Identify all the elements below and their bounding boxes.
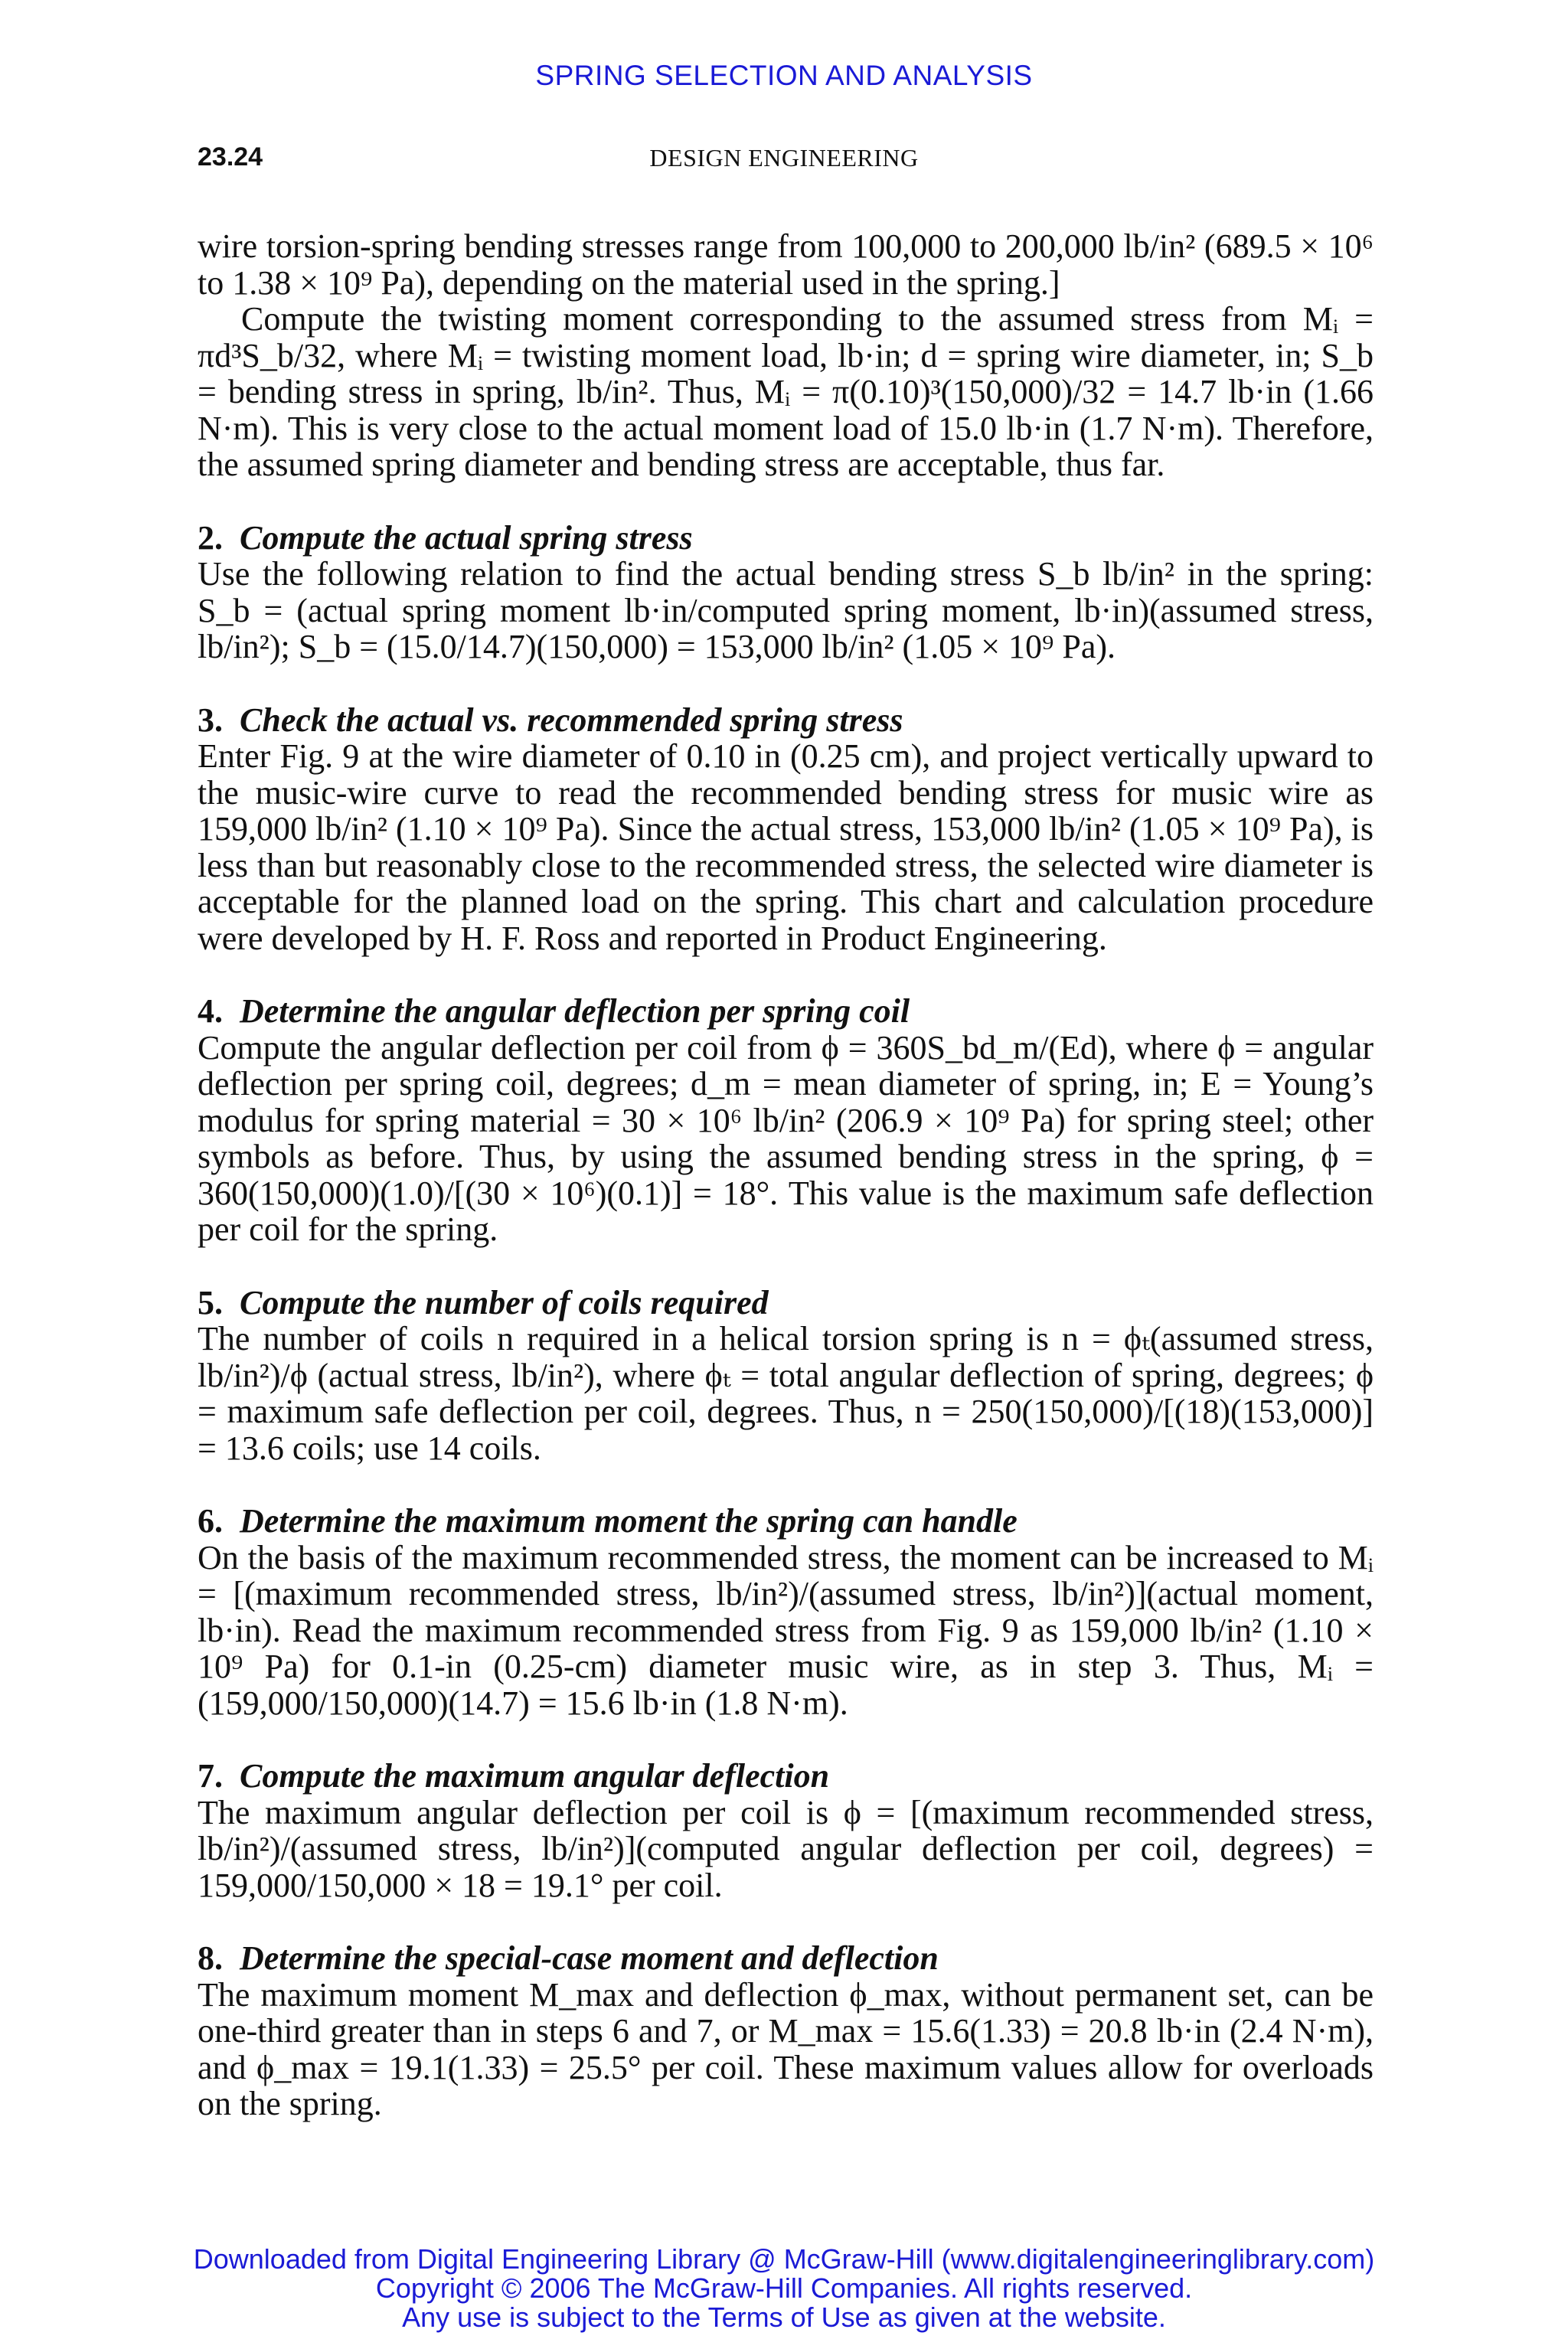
book-title: DESIGN ENGINEERING [649, 144, 919, 172]
footer-notice [0, 2245, 1568, 2332]
step-section [198, 1285, 1374, 1467]
step-section [198, 1503, 1374, 1721]
step-heading [198, 993, 1374, 1030]
step-heading [198, 1285, 1374, 1321]
step-title: Determine the special-case moment and deflection [240, 1939, 939, 1977]
step-section [198, 1758, 1374, 1903]
step-heading [198, 702, 1374, 739]
step-title: Compute the maximum angular deflection [240, 1757, 830, 1795]
step-body: Compute the angular deflection per coil from ϕ = 360S_bd_m/(Ed), where ϕ = angular deflection per spring coil, degrees; d_m = mean diameter of spring, in; E = Young’s modulus for spring material = 30 × 10⁶ lb/in² (206.9 × 10⁹ Pa) for spring steel; other symbols as before. Thus, by using the assumed bending stress in the spring, ϕ = 360(150,000)(1.0)/[(30 × 10⁶)(0.1)] = 18°. This value is the maximum safe deflection per coil for the spring. [198, 1028, 1374, 1248]
footer-download-link[interactable]: Downloaded from Digital Engineering Library @ McGraw-Hill (www.digitalengineeringlibrary.com) [193, 2243, 1375, 2275]
step-title: Check the actual vs. recommended spring stress [240, 701, 903, 739]
footer-copyright: Copyright © 2006 The McGraw-Hill Companies. All rights reserved. [375, 2272, 1193, 2304]
step-number: 5. [198, 1283, 223, 1321]
step-title: Determine the maximum moment the spring can handle [240, 1502, 1018, 1540]
step-number: 3. [198, 701, 223, 739]
step-body: The number of coils n required in a helical torsion spring is n = ϕₜ(assumed stress, lb/in²)/ϕ (actual stress, lb/in²), where ϕₜ = total angular deflection of spring, degrees; ϕ = maximum safe deflection per coil, degrees. Thus, n = 250(150,000)/[(18)(153,000)] = 13.6 coils; use 14 coils. [198, 1320, 1374, 1467]
step-section [198, 520, 1374, 665]
step-title: Compute the actual spring stress [240, 518, 693, 557]
step-section [198, 993, 1374, 1248]
step-number: 6. [198, 1502, 223, 1540]
step-body: On the basis of the maximum recommended stress, the moment can be increased to Mᵢ = [(maximum recommended stress, lb/in²)/(assumed stress, lb/in²)](actual moment, lb·in). Read the maximum recommended stress from Fig. 9 as 159,000 lb/in² (1.10 × 10⁹ Pa) for 0.1-in (0.25-cm) diameter music wire, as in step 3. Thus, Mᵢ = (159,000/150,000)(14.7) = 15.6 lb·in (1.8 N·m). [198, 1538, 1374, 1722]
step-heading [198, 1758, 1374, 1795]
step-section [198, 1940, 1374, 2122]
step-title: Determine the angular deflection per spring coil [240, 992, 910, 1030]
intro-paragraph: Compute the twisting moment corresponding to the assumed stress from Mᵢ = πd³S_b/32, where Mᵢ = twisting moment load, lb·in; d = spring wire diameter, in; S_b = bending stress in spring, lb/in². Thus, Mᵢ = π(0.10)³(150,000)/32 = 14.7 lb·in (1.66 N·m). This is very close to the actual moment load of 15.0 lb·in (1.7 N·m). Therefore, the assumed spring diameter and bending stress are acceptable, thus far. [198, 300, 1374, 483]
step-body: Enter Fig. 9 at the wire diameter of 0.10 in (0.25 cm), and project vertically upward to the music-wire curve to read the recommended bending stress for music wire as 159,000 lb/in² (1.10 × 10⁹ Pa). Since the actual stress, 153,000 lb/in² (1.05 × 10⁹ Pa), is less than but reasonably close to the recommended stress, the selected wire diameter is acceptable for the planned load on the spring. This chart and calculation procedure were developed by H. F. Ross and reported in Product Engineering. [198, 737, 1374, 957]
step-title: Compute the number of coils required [240, 1283, 769, 1321]
step-number: 4. [198, 992, 223, 1030]
page-number: 23.24 [198, 142, 263, 172]
intro-paragraph: wire torsion-spring bending stresses range from 100,000 to 200,000 lb/in² (689.5 × 10⁶ to 1.38 × 10⁹ Pa), depending on the material used in the spring.] [198, 227, 1374, 302]
step-heading [198, 1503, 1374, 1540]
footer-terms-link[interactable]: Any use is subject to the Terms of Use as given at the website. [402, 2301, 1166, 2333]
step-number: 7. [198, 1757, 223, 1795]
step-number: 2. [198, 518, 223, 557]
step-heading [198, 520, 1374, 557]
body-text [198, 228, 1374, 2122]
running-head: SPRING SELECTION AND ANALYSIS [535, 60, 1033, 91]
step-number: 8. [198, 1939, 223, 1977]
step-body: The maximum angular deflection per coil is ϕ = [(maximum recommended stress, lb/in²)/(assumed stress, lb/in²)](computed angular deflection per coil, degrees) = 159,000/150,000 × 18 = 19.1° per coil. [198, 1793, 1374, 1904]
step-heading [198, 1940, 1374, 1977]
step-body: The maximum moment M_max and deflection ϕ_max, without permanent set, can be one-third greater than in steps 6 and 7, or M_max = 15.6(1.33) = 20.8 lb·in (2.4 N·m), and ϕ_max = 19.1(1.33) = 25.5° per coil. These maximum values allow for overloads on the spring. [198, 1975, 1374, 2122]
step-body: Use the following relation to find the actual bending stress S_b lb/in² in the spring: S_b = (actual spring moment lb·in/computed spring moment, lb·in)(assumed stress, lb/in²); S_b = (15.0/14.7)(150,000) = 153,000 lb/in² (1.05 × 10⁹ Pa). [198, 555, 1374, 665]
step-section [198, 702, 1374, 957]
